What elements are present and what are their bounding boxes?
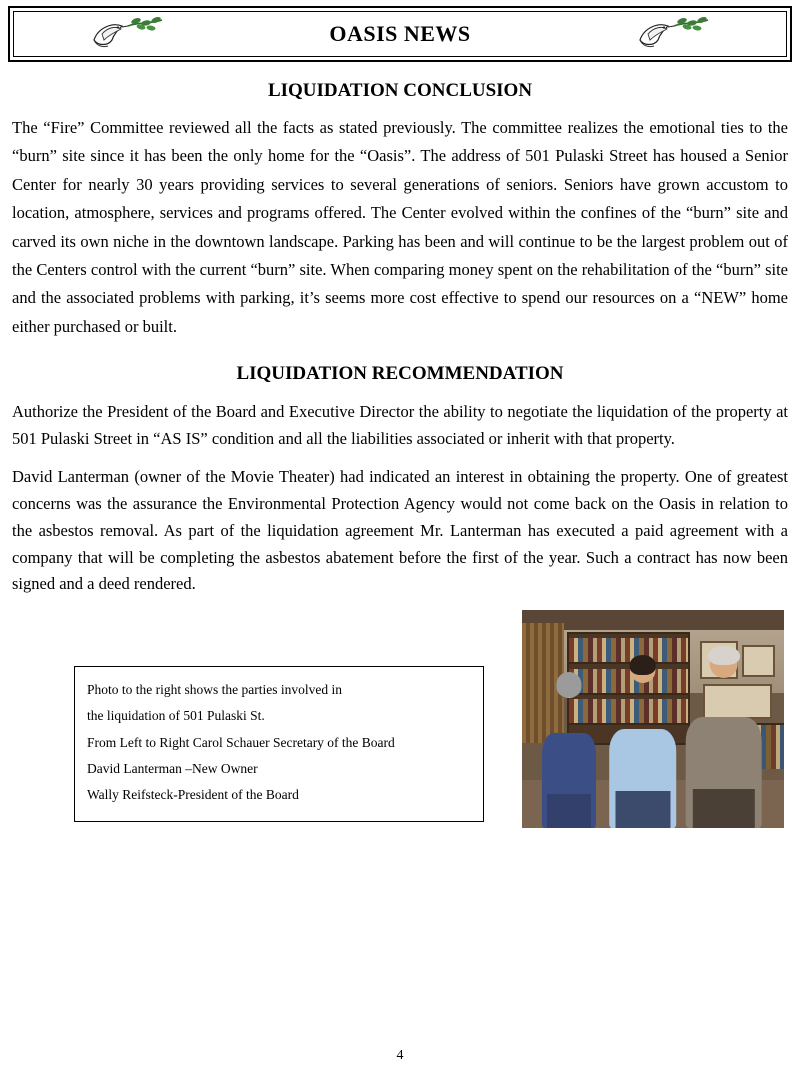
photo-person-center (603, 658, 682, 828)
handshake-photograph (522, 610, 784, 828)
caption-line: Wally Reifsteck-President of the Board (87, 787, 299, 803)
paragraph-recommendation-lanterman: David Lanterman (owner of the Movie Theater) had indicated an interest in obtaining the property. One of greatest concerns was the assurance the Environmental Protection Agency would not come back on the Oasis in relation to the asbestos removal. As part of the liquidation agreement Mr. Lanterman has executed a paid agreement with a company that will be completing the asbestos abatement before the first of the year. Such a contract has now been signed and a deed rendered. (12, 467, 788, 594)
caption-line: From Left to Right Carol Schauer Secretary of the Board (87, 734, 395, 750)
paragraph-conclusion: The “Fire” Committee reviewed all the facts as stated previously. The committee realizes the emotional ties to the “burn” site since it has been the only home for the “Oasis”. The address of 501 Pulaski Street has housed a Senior Center for nearly 30 years providing services to several generations of seniors. Seniors have grown accustom to location, atmosphere, services and programs offered. The Center evolved within the confines of the “burn” site and carved its own niche in the downtown landscape. Parking has been and will continue to be the largest problem out of the Centers control with the current “burn” site. When comparing money spent on the rehabilitation of the “burn” site and the associated problems with parking, it’s seems more cost effective to spend our resources on a “NEW” home either purchased or built. (12, 118, 788, 336)
caption-line: Photo to the right shows the parties involved in (87, 682, 342, 698)
dove-olive-branch-icon (630, 14, 716, 54)
photo-person-legs (547, 794, 591, 828)
photo-caption-box (74, 666, 484, 822)
caption-line: David Lanterman –New Owner (87, 760, 258, 776)
photo-person-left (538, 675, 601, 828)
caption-line: the liquidation of 501 Pulaski St. (87, 708, 265, 724)
masthead (8, 6, 792, 62)
masthead-inner-border (13, 11, 787, 57)
photo-person-hair (557, 672, 582, 696)
dove-olive-branch-icon (84, 14, 170, 54)
photo-person-hair (629, 655, 656, 675)
photo-and-caption-row (12, 610, 788, 860)
paragraph-recommendation-authorize: Authorize the President of the Board and Executive Director the ability to negotiate the liquidation of the property at 501 Pulaski Street in “AS IS” condition and all the liabilities associated or inherit with that property. (12, 402, 788, 448)
photo-person-right (679, 649, 768, 828)
section-heading-liquidation-conclusion: LIQUIDATION CONCLUSION (267, 80, 533, 101)
photo-person-legs (615, 791, 670, 828)
article-body (0, 80, 800, 860)
newsletter-page (0, 6, 800, 1080)
page-number: 4 (396, 1048, 404, 1063)
photo-person-hair (708, 646, 740, 666)
page-title: OASIS NEWS (329, 21, 471, 46)
section-heading-liquidation-recommendation: LIQUIDATION RECOMMENDATION (236, 363, 564, 384)
photo-person-legs (693, 789, 755, 828)
